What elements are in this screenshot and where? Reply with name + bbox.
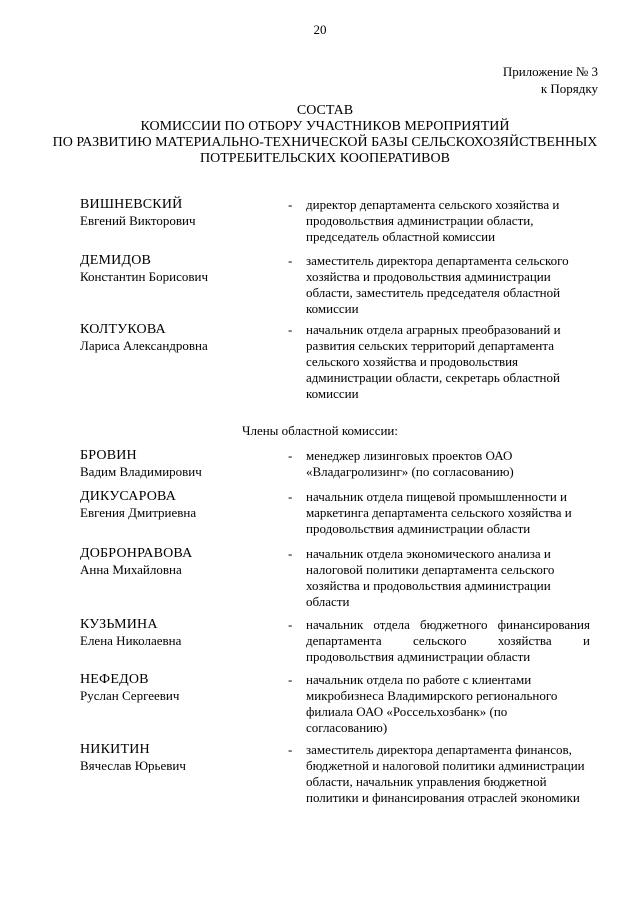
person-surname: НИКИТИН [80,742,150,757]
person-role: директор департамента сельского хозяйства и продовольствия администрации области, председатель областной комиссии [306,197,560,244]
commission-member [80,546,600,626]
person-surname: ВИШНЕВСКИЙ [80,197,183,212]
person-role: начальник отдела по работе с клиентами микробизнеса Владимирского регионального филиала ОАО «Россельхозбанк» (по согласованию) [306,672,558,735]
person-role: начальник отдела экономического анализа и налоговой политики департамента сельского хозяйства и продовольствия администрации области [306,546,555,609]
dash-separator: - [288,322,293,337]
person-surname: НЕФЕДОВ [80,672,149,687]
person-given-names: Евгения Дмитриевна [80,505,197,520]
person-given-names: Анна Михайловна [80,562,182,577]
person-given-names: Константин Борисович [80,269,208,284]
person-given-names: Руслан Сергеевич [80,688,180,703]
person-role: начальник отдела бюджетного финансирования департамента сельского хозяйства и продовольствия администрации области [306,617,590,664]
appendix-line-2: к Порядку [540,81,598,96]
dash-separator: - [288,672,293,687]
person-role: менеджер лизинговых проектов ОАО «Владагролизинг» (по согласованию) [306,448,514,479]
members-heading: Члены областной комиссии: [242,423,398,438]
person-role: начальник отдела пищевой промышленности и маркетинга департамента сельского хозяйства и продовольствия администрации области [306,489,572,536]
commission-member [80,742,600,822]
person-surname: КОЛТУКОВА [80,322,166,337]
person-given-names: Вячеслав Юрьевич [80,758,186,773]
person-given-names: Елена Николаевна [80,633,182,648]
dash-separator: - [288,742,293,757]
dash-separator: - [288,617,293,632]
title-line-1: СОСТАВ [296,103,354,118]
title-line-2: КОМИССИИ ПО ОТБОРУ УЧАСТНИКОВ МЕРОПРИЯТИЙ [140,119,510,134]
person-given-names: Вадим Владимирович [80,464,202,479]
page-number: 20 [313,22,327,37]
title-line-3: ПО РАЗВИТИЮ МАТЕРИАЛЬНО-ТЕХНИЧЕСКОЙ БАЗЫ СЕЛЬСКОХОЗЯЙСТВЕННЫХ [52,135,598,150]
person-surname: БРОВИН [80,448,137,463]
dash-separator: - [288,197,293,212]
dash-separator: - [288,253,293,268]
person-surname: ДИКУСАРОВА [80,489,177,504]
dash-separator: - [288,489,293,504]
person-given-names: Лариса Александровна [80,338,208,353]
commission-member [80,672,600,752]
person-role: начальник отдела аграрных преобразований и развития сельских территорий департамента сельского хозяйства и продовольствия администрации области, секретарь областной комиссии [306,322,561,401]
document-title [40,103,610,167]
appendix-reference [503,63,598,97]
commission-secretary [80,322,600,402]
person-role: заместитель директора департамента финансов, бюджетной и налоговой политики администрации области, начальник управления бюджетной политики и финансирования отраслей экономики [306,742,585,805]
person-surname: КУЗЬМИНА [80,617,158,632]
title-line-4: ПОТРЕБИТЕЛЬСКИХ КООПЕРАТИВОВ [200,151,450,166]
commission-deputy-chairman [80,253,600,333]
dash-separator: - [288,448,293,463]
person-surname: ДЕМИДОВ [80,253,152,268]
person-given-names: Евгений Викторович [80,213,196,228]
person-surname: ДОБРОНРАВОВА [80,546,193,561]
dash-separator: - [288,546,293,561]
appendix-line-1: Приложение № 3 [502,64,598,79]
person-role: заместитель директора департамента сельского хозяйства и продовольствия администрации области, заместитель председателя областной комиссии [306,253,569,316]
